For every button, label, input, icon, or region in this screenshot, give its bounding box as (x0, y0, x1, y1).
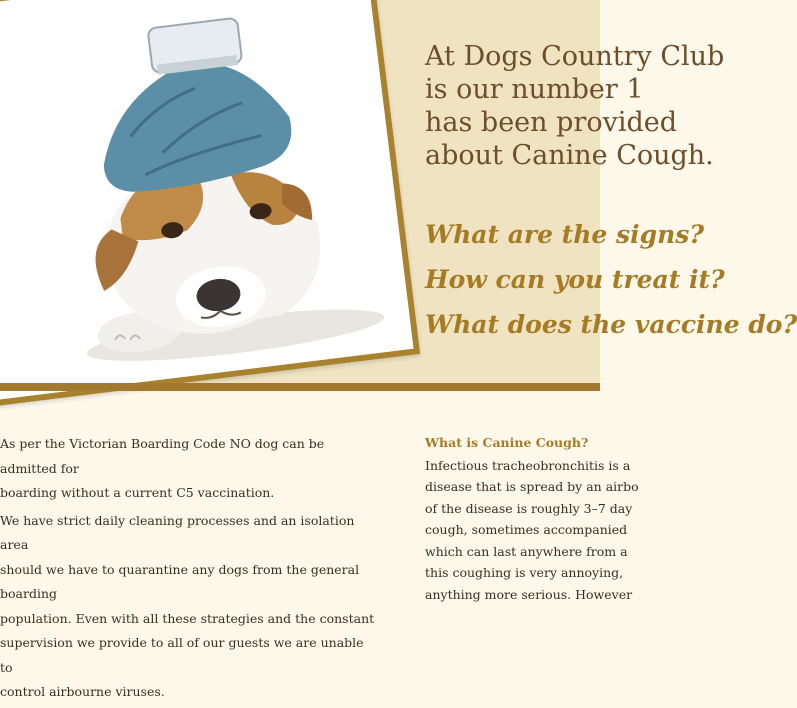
text-line: control airbourne viruses. (0, 684, 165, 699)
text-line: disease that is spread by an airbo (425, 479, 639, 494)
question-treatment: How can you treat it? (425, 265, 725, 294)
section-heading: What is Canine Cough? (425, 435, 589, 450)
text-line: supervision we provide to all of our guests we are unable to (0, 635, 364, 675)
intro-line: At Dogs Country Club (425, 41, 725, 72)
text-line: Infectious tracheobronchitis is a (425, 457, 631, 473)
text-line: population. Even with all these strategies and the constant (0, 610, 375, 626)
text-line: which can last anywhere from a (425, 543, 628, 559)
text-line: cough, sometimes accompanied (425, 522, 628, 537)
sick-dog-illustration (0, 0, 413, 400)
text-line: anything more serious. However (425, 586, 633, 602)
question-list (425, 216, 797, 351)
intro-text (425, 40, 725, 172)
text-line: should we have to quarantine any dogs from the general boarding (0, 561, 360, 601)
intro-line: about Canine Cough. (425, 140, 714, 171)
dog-photo (0, 0, 420, 407)
question-signs: What are the signs? (425, 220, 704, 249)
text-line: boarding without a current C5 vaccination. (0, 485, 275, 500)
right-column (425, 432, 725, 605)
intro-line: has been provided (425, 107, 678, 138)
text-line: As per the Victorian Boarding Code NO dog can be admitted for (0, 436, 325, 476)
text-line: We have strict daily cleaning processes and an isolation area (0, 512, 355, 552)
intro-line: is our number 1 (425, 74, 644, 105)
question-vaccine: What does the vaccine do? (425, 310, 797, 339)
text-line: this coughing is very annoying, (425, 565, 624, 580)
text-line: of the disease is roughly 3–7 day (425, 500, 633, 516)
paragraph-cleaning (0, 509, 380, 705)
left-column (0, 432, 380, 708)
gold-divider (0, 383, 600, 391)
paragraph-boarding-code (0, 432, 380, 506)
